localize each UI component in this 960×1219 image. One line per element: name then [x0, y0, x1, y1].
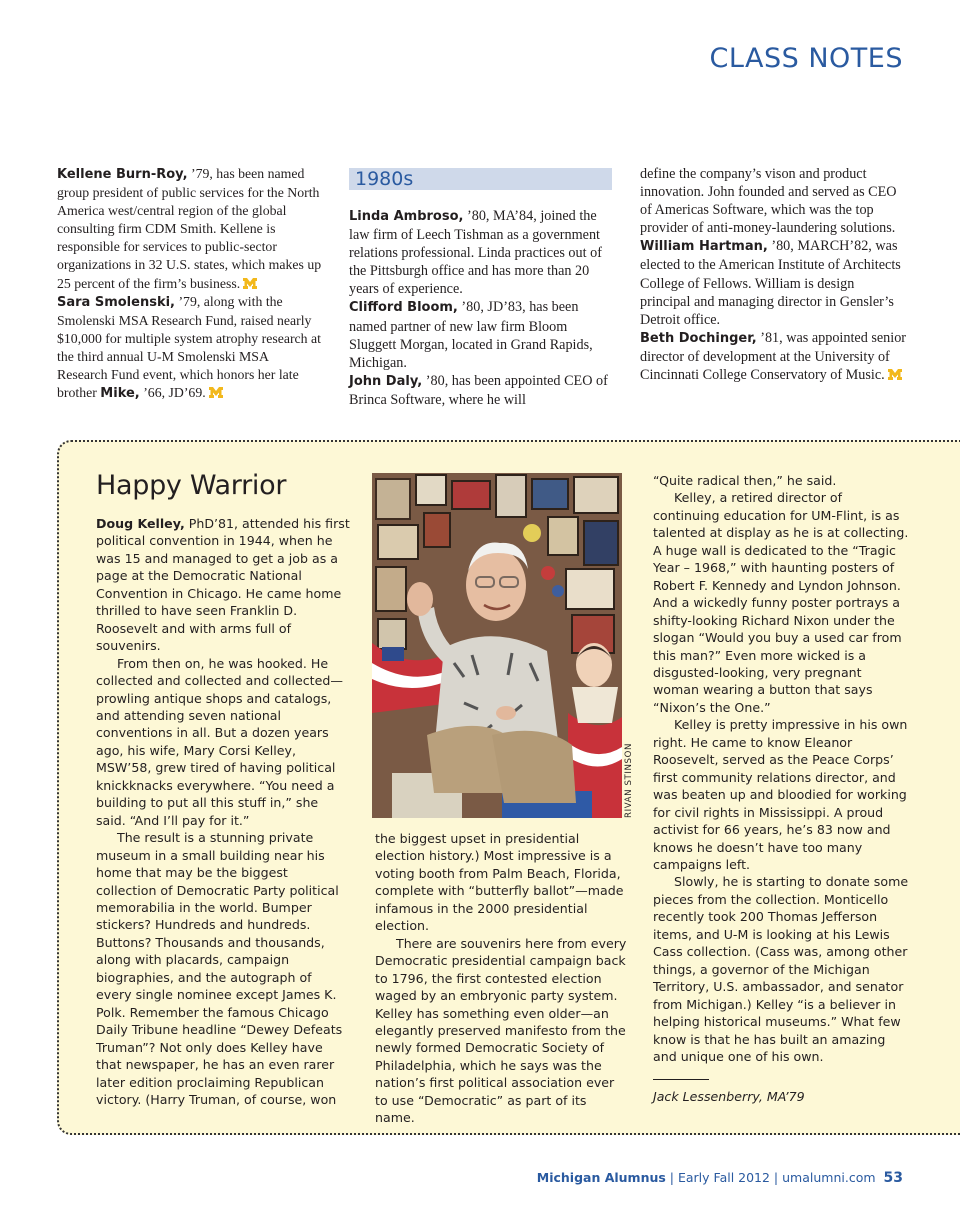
note-text: ’66, JD’69.	[139, 385, 206, 401]
class-note-daly	[349, 372, 612, 409]
feature-column-1	[96, 515, 350, 1108]
feature-lead-text: PhD’81, attended his first political convention in 1944, when he was 15 and managed to get a job as a page at the Democratic National Convention in Chicago. He came home thrilled to have seen Franklin D. Roosevelt and with arms full of souvenirs.	[96, 516, 350, 654]
note-text: ’79, along with the Smolenski MSA Research Fund, raised nearly $10,000 for multiple system atrophy research at the third annual U-M Smolenski MSA Research Fund event, which honors her late brother	[57, 293, 321, 401]
page-footer	[537, 1170, 903, 1186]
author-signature: Jack Lessenberry, MA’79	[653, 1089, 805, 1105]
feature-photo	[372, 473, 622, 818]
note-name: Linda Ambroso,	[349, 209, 464, 224]
feature-paragraph: Kelley, a retired director of continuing education for UM-Flint, is as talented at display as he is at collecting. A huge wall is dedicated to the “Tragic Year – 1968,” with haunting posters of Robert F. Kennedy and Lyndon Johnson. And a wickedly funny poster portrays a shifty-looking Richard Nixon under the slogan “Would you buy a used car from this man?” Even more wicked is a disgusted-looking, very pregnant woman wearing a button that says “Nixon’s the One.”	[653, 490, 909, 715]
feature-paragraph: “Quite radical then,” he said.	[653, 473, 837, 488]
class-notes-column-3	[640, 165, 908, 384]
note-text: ’79, has been named group president of public services for the North America west/central region of the global consulting firm CDM Smith. Kellene is responsible for services to public-sector organizations in 32 U.S. states, which makes up 25 percent of the firm’s business.	[57, 166, 322, 291]
feature-paragraph: the biggest upset in presidential election history.) Most impressive is a voting booth from Palm Beach, Florida, complete with “butterfly ballot”—made infamous in the 2000 presidential election.	[375, 831, 624, 934]
note-text: ’80, has been appointed CEO of Brinca Software, where he will	[349, 372, 608, 408]
note-text: ’80, JD’83, has been named partner of new law firm Bloom Sluggett Morgan, located in Grand Rapids, Michigan.	[349, 299, 593, 371]
feature-paragraph: The result is a stunning private museum in a small building near his home that may be the biggest collection of Democratic Party political memorabilia in the world. Bumper stickers? Hundreds and hundreds. Buttons? Thousands and thousands, along with placards, campaign biographies, and the autograph of every single nominee except James K. Polk. Remember the famous Chicago Daily Tribune headline “Dewey Defeats Truman”? Not only does Kelley have that newspaper, he has an even rarer later edition proclaiming Republican victory. (Harry Truman, of course, won	[96, 830, 343, 1107]
class-notes-column-2	[349, 168, 612, 409]
note-name: William Hartman,	[640, 239, 768, 255]
signature-rule	[653, 1079, 709, 1080]
note-text: ’80, MA’84, joined the law firm of Leech Tishman as a government relations professional. Linda practices out of the Pittsburgh office and has more than 20 years of experience.	[349, 208, 602, 298]
class-note-dochinger	[640, 329, 908, 384]
block-m-icon	[243, 278, 257, 289]
feature-heading: Happy Warrior	[96, 470, 287, 501]
feature-paragraph: Kelley is pretty impressive in his own right. He came to know Eleanor Roosevelt, served as the Peace Corps’ first community relations director, and was beaten up and bloodied for working for civil rights in Mississippi. A proud activist for 66 years, he’s 83 now and knows he doesn’t have too many campaigns left.	[653, 717, 908, 872]
class-note-burn-roy	[57, 165, 322, 293]
block-m-icon	[888, 369, 902, 380]
issue-info: | Early Fall 2012 | umalumni.com	[665, 1170, 876, 1185]
feature-paragraph	[96, 515, 350, 655]
section-title: CLASS NOTES	[709, 43, 903, 74]
class-note-smolenski	[57, 293, 322, 404]
note-name: Mike,	[100, 386, 140, 402]
class-note-ambroso	[349, 207, 612, 298]
class-note-bloom	[349, 298, 612, 371]
feature-column-2	[375, 830, 627, 1127]
note-name: Beth Dochinger,	[640, 330, 757, 346]
photo-credit: RIVAN STINSON	[624, 743, 634, 818]
block-m-icon	[209, 387, 223, 398]
feature-paragraph: There are souvenirs here from every Democratic presidential campaign back to 1796, the first contested election waged by an embryonic party system. Kelley has something even older—an elegantly preserved manifesto from the newly formed Democratic Society of Philadelphia, which he says was the nation’s first political association ever to use “Democratic” as part of its name.	[375, 935, 627, 1126]
magazine-name: Michigan Alumnus	[536, 1170, 666, 1185]
note-text: ’80, MARCH’82, was elected to the American Institute of Architects College of Fellows. William is design principal and managing director in Gensler’s Detroit office.	[640, 238, 901, 328]
photo-illustration	[372, 473, 622, 818]
feature-paragraph: From then on, he was hooked. He collected and collected and collected—prowling antique shops and catalogs, and attending seven national conventions in all. But a dozen years ago, his wife, Mary Corsi Kelley, MSW’58, grew tired of having political knickknacks everywhere. “You need a building to put all this stuff in,” she said. “And I’ll pay for it.”	[96, 655, 343, 828]
feature-column-3	[653, 472, 909, 1106]
class-note-hartman	[640, 237, 908, 328]
page-number: 53	[883, 1170, 903, 1186]
decade-heading: 1980s	[349, 168, 612, 190]
feature-paragraph: Slowly, he is starting to donate some pieces from the collection. Monticello recently took 200 Thomas Jefferson items, and U-M is looking at his Lewis Cass collection. (Cass was, among other things, a governor of the Michigan Territory, U.S. ambassador, and senator from Michigan.) Kelley “is a believer in helping historical museums.” What few know is that he has built an amazing and unique one of his own.	[653, 874, 909, 1064]
class-note-daly-continued	[640, 165, 908, 237]
note-name: Sara Smolenski,	[57, 294, 175, 310]
class-notes-column-1	[57, 165, 322, 403]
note-text: define the company’s vison and product innovation. John founded and served as CEO of Americas Software, which was the top provider of anti-money-laundering solutions.	[640, 166, 897, 237]
feature-lead-name: Doug Kelley,	[96, 516, 185, 531]
note-name: Clifford Bloom,	[349, 300, 458, 316]
note-text: ’81, was appointed senior director of development at the University of Cincinnati College Conservatory of Music.	[640, 329, 907, 384]
note-name: Kellene Burn-Roy,	[57, 167, 188, 182]
note-name: John Daly,	[349, 373, 423, 389]
